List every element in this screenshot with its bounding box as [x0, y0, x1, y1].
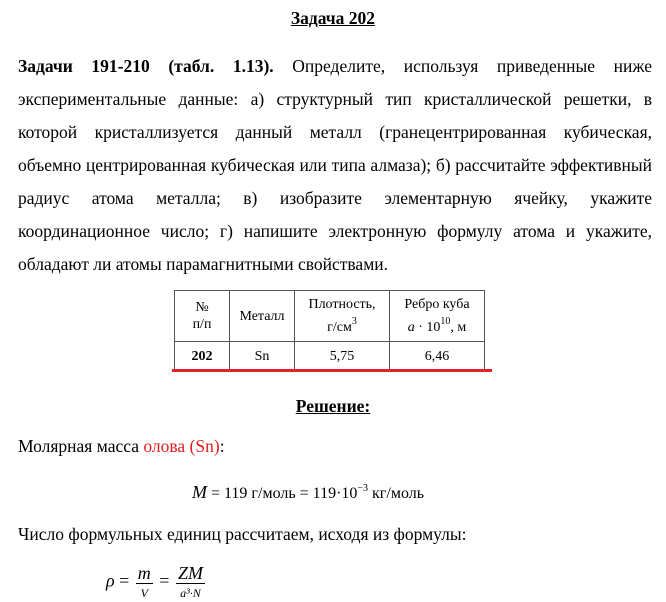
cell-edge: 6,46	[390, 342, 485, 371]
table-highlight-line	[172, 369, 492, 372]
page-title: Задача 202	[290, 8, 376, 28]
header-metal: Металл	[230, 291, 295, 342]
solution-heading: Решение:	[295, 396, 371, 416]
cell-number: 202	[175, 342, 230, 371]
problem-text: Определите, используя приведенные ниже экспериментальные данные: а) структурный тип кристаллической решетки, в которой кристаллизуется данный металл (гранецентрированная кубическая, объемно центрированная кубическая или типа алмаза); б) рассчитайте эффективный радиус атома металла; в) изобразите элементарную ячейку, укажите координационное число; г) напишите электронную формулу атома и укажите, обладают ли атомы парамагнитными свойствами.	[18, 56, 652, 274]
cell-metal: Sn	[230, 342, 295, 371]
metal-name-highlight: олова (Sn)	[143, 436, 220, 456]
molar-mass-formula: M = 119 г/моль = $119\cdot 10^{-3}$ кг/моль	[192, 482, 425, 502]
table-header-row	[175, 291, 485, 342]
problem-statement	[18, 50, 652, 281]
header-density: Плотность, $г/см^3$	[295, 291, 390, 342]
table-row	[175, 342, 485, 371]
header-cube-edge: Ребро куба $a \cdot 10^{10}$, м	[390, 291, 485, 342]
molar-mass-line: Молярная масса олова (Sn):	[18, 436, 225, 456]
data-table	[174, 290, 485, 371]
density-formula: ρ = $\frac{m}{V}$ = $\frac{ZM}{\text{a³·N}}$	[106, 563, 203, 600]
problem-reference: Задачи 191-210 (табл. 1.13).	[18, 56, 274, 76]
formula-units-line: Число формульных единиц рассчитаем, исходя из формулы:	[18, 524, 467, 544]
cell-density: 5,75	[295, 342, 390, 371]
header-number: № п/п	[175, 291, 230, 342]
